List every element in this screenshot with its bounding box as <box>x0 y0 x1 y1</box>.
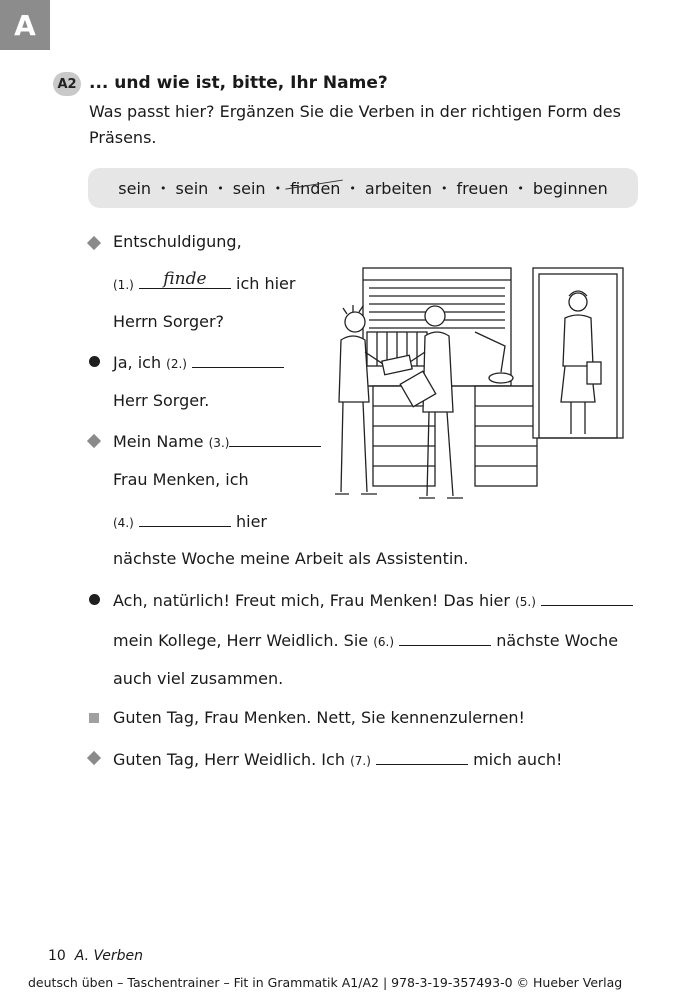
desk <box>369 386 541 486</box>
speaker-dot-icon <box>89 594 100 605</box>
page-number: 10 <box>48 948 66 964</box>
gap-number: (3.) <box>208 436 230 450</box>
word-bank-item-struck: finden <box>290 178 341 198</box>
word-separator: • <box>441 181 448 195</box>
gap-blank[interactable] <box>139 510 231 527</box>
dialogue-line: Frau Menken, ich <box>113 470 249 489</box>
speaker-diamond-icon <box>87 236 101 250</box>
publisher-credit: deutsch üben – Taschentrainer – Fit in Grammatik A1/A2 | 978-3-19-357493-0 © Hueber Verlag <box>28 975 623 990</box>
dialogue-line: Herr Sorger. <box>113 391 210 410</box>
gap-number: (1.) <box>113 278 134 292</box>
dialogue-line: auch viel zusammen. <box>113 669 284 688</box>
section-tab: A <box>0 0 50 50</box>
gap-number: (6.) <box>373 635 395 649</box>
speaker-dot-icon <box>89 356 100 367</box>
gap-number: (4.) <box>113 516 134 530</box>
dialogue-text: Mein Name <box>113 432 204 451</box>
word-separator: • <box>349 181 356 195</box>
word-separator: • <box>160 181 167 195</box>
word-bank-item: sein <box>175 178 209 198</box>
gap-blank[interactable] <box>399 629 491 646</box>
dialogue-line <box>113 629 618 650</box>
gap-blank[interactable] <box>229 430 321 447</box>
gap-number: (5.) <box>515 595 536 609</box>
exercise-instruction: Was passt hier? Ergänzen Sie die Verben in der richtigen Form des Präsens. <box>89 102 621 147</box>
dialogue-text: nächste Woche <box>496 631 619 650</box>
word-bank-item: freuen <box>456 178 509 198</box>
gap-blank[interactable] <box>192 351 284 368</box>
word-separator: • <box>217 181 224 195</box>
word-separator: • <box>517 181 524 195</box>
speaker-diamond-icon <box>87 751 101 765</box>
dialogue-line <box>113 269 296 293</box>
speaker-square-icon <box>89 713 99 723</box>
dialogue-line <box>113 589 633 610</box>
gap-blank[interactable] <box>541 589 633 606</box>
gap-blank[interactable] <box>376 748 468 765</box>
word-bank <box>88 168 638 208</box>
gap-number: (7.) <box>350 754 371 768</box>
word-bank-item: sein <box>232 178 266 198</box>
dialogue-line <box>113 430 321 451</box>
dialogue-line <box>113 510 267 531</box>
page-footer <box>48 948 143 964</box>
dialogue-text: ich hier <box>236 274 296 293</box>
word-bank-item: arbeiten <box>364 178 433 198</box>
exercise-badge: A2 <box>53 72 81 96</box>
handwritten-answer: finde <box>163 269 207 289</box>
dialogue-text: Guten Tag, Herr Weidlich. Ich <box>113 750 345 769</box>
dialogue-line: Herrn Sorger? <box>113 312 225 331</box>
word-bank-item: sein <box>118 178 152 198</box>
dialogue-line: Entschuldigung, <box>113 232 242 251</box>
dialogue-text: hier <box>236 512 268 531</box>
office-illustration <box>325 262 625 507</box>
dialogue-text: mich auch! <box>473 750 563 769</box>
word-separator: • <box>274 181 282 195</box>
dialogue-text: Ja, ich <box>113 353 162 372</box>
chapter-title: A. Verben <box>74 948 143 964</box>
dialogue-line: Guten Tag, Frau Menken. Nett, Sie kennenzulernen! <box>113 708 525 727</box>
dialogue-text: mein Kollege, Herr Weidlich. Sie <box>113 631 369 650</box>
speaker-diamond-icon <box>87 434 101 448</box>
dialogue-text: Ach, natürlich! Freut mich, Frau Menken! Das hier <box>113 591 510 610</box>
gap-number: (2.) <box>166 357 187 371</box>
word-bank-item: beginnen <box>532 178 608 198</box>
dialogue-line <box>113 748 562 769</box>
dialogue-line <box>113 351 284 372</box>
exercise-title: ... und wie ist, bitte, Ihr Name? <box>89 73 388 93</box>
dialogue-line: nächste Woche meine Arbeit als Assistentin. <box>113 549 469 568</box>
gap-blank[interactable] <box>139 269 231 289</box>
